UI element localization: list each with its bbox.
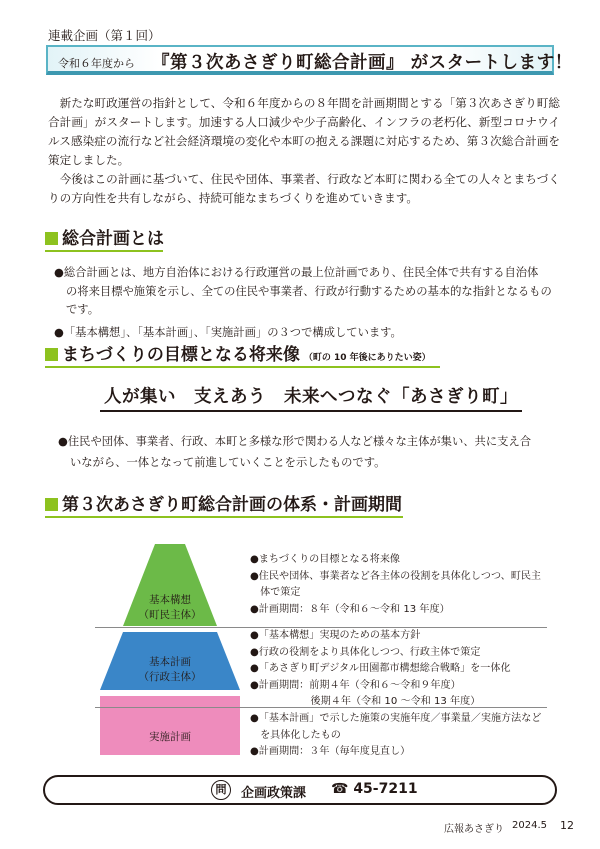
level-1-name: 基本構想	[149, 594, 191, 606]
section-underline	[45, 366, 440, 368]
footer-publication: 広報あさぎり	[444, 824, 504, 835]
inquiry-icon: 問	[211, 780, 231, 800]
overview-bullet-1-first: ●総合計画とは、地方自治体における行政運営の最上位計画であり、住民全体で共有する自治体	[54, 266, 539, 279]
level-1-sub: （町民主体）	[138, 609, 202, 621]
overview-bullets	[54, 264, 554, 342]
level-3-description	[250, 711, 541, 761]
level-2-label	[100, 655, 240, 685]
level-1-label	[118, 593, 222, 623]
title-prefix: 令和６年度から	[58, 57, 135, 70]
level-3-line: ●計画期間：３年（毎年度見直し）	[250, 746, 411, 757]
level-3-line: を具体化したもの	[250, 729, 341, 741]
vision-bullet-rest: いながら、一体となって前進していくことを示したものです。	[70, 456, 386, 469]
level-1-line: 体で策定	[250, 587, 301, 598]
overview-bullet-1	[54, 264, 554, 320]
contact-department: 企画政策課	[241, 786, 307, 801]
overview-bullet-2: ●「基本構想」、「基本計画」、「実施計画」の３つで構成しています。	[54, 325, 402, 339]
page-number: 12	[560, 819, 574, 832]
level-1-line: ●まちづくりの目標となる将来像	[250, 554, 401, 565]
pyramid-level-implementation-plan	[100, 696, 240, 755]
series-label: 連載企画（第１回）	[48, 28, 161, 43]
level-2-name: 基本計画	[149, 656, 191, 668]
contact-box	[43, 775, 557, 805]
level-2-sub: （行政主体）	[138, 671, 202, 683]
section-heading-overview	[45, 228, 164, 250]
level-1-description	[250, 552, 541, 618]
section-heading-structure-text: 第３次あさぎり町総合計画の体系・計画期間	[62, 495, 402, 515]
level-2-line: ●計画期間：前期４年（令和６～令和９年度）	[250, 679, 461, 691]
level-2-line: ●「基本構想」実現のための基本方針	[250, 630, 421, 641]
vision-note: （町の 10 年後にありたい姿）	[303, 353, 431, 363]
level-2-line: ●行政の役割をより具体化しつつ、行政主体で策定	[250, 646, 481, 658]
title-banner	[46, 45, 573, 75]
section-underline	[45, 516, 403, 518]
footer-issue: 2024.5	[512, 820, 547, 831]
green-square-icon	[45, 498, 58, 511]
level-3-label	[100, 730, 240, 745]
section-underline	[45, 250, 163, 252]
level-1-line: ●計画期間：８年（令和６～令和 13 年度）	[250, 603, 450, 615]
intro-paragraph-2: 今後はこの計画に基づいて、住民や団体、事業者、行政など本町に関わる全ての人々とまちづくりの方向性を共有しながら、持続可能なまちづくりを進めていきます。	[48, 172, 560, 205]
vision-statement: 人が集い 支えあう 未来へつなぐ「あさぎり町」	[100, 383, 522, 412]
green-square-icon	[45, 232, 58, 245]
section-heading-overview-text: 総合計画とは	[62, 229, 164, 249]
level-2-description	[250, 628, 511, 711]
vision-bullet	[58, 431, 558, 473]
section-heading-structure	[45, 494, 402, 516]
overview-bullet-1-rest: の将来目標や施策を示し、全ての住民や事業者、行政が行動するための基本的な指針となるものです。	[66, 284, 552, 316]
level-2-line: 後期４年（令和 10 ～令和 13 年度）	[250, 696, 481, 707]
level-3-name: 実施計画	[149, 731, 191, 743]
level-3-line: ●「基本計画」で示した施策の実施年度／事業量／実施方法など	[250, 713, 542, 724]
vision-bullet-first: ●住民や団体、事業者、行政、本町と多様な形で関わる人など様々な主体が集い、共に支え合	[58, 435, 532, 448]
page-title: 『第３次あさぎり町総合計画』 がスタートします！	[152, 53, 573, 73]
section-heading-vision-text: まちづくりの目標となる将来像	[62, 345, 300, 365]
level-1-line: ●住民や団体、事業者など各主体の役割を具体化しつつ、町民主	[250, 570, 542, 582]
contact-phone: ☎ 45-7211	[331, 781, 418, 797]
level-2-line: ●「あさぎり町デジタル田園都市構想総合戦略」を一体化	[250, 663, 511, 674]
green-square-icon	[45, 348, 58, 361]
intro-paragraph-1: 新たな町政運営の指針として、令和６年度からの８年間を計画期間とする「第３次あさぎり町総合計画」がスタートします。加速する人口減少や少子高齢化、インフラの老朽化、新型コロナウイルス感染症の流行など社会経済環境の変化や本町の抱える課題に対応するため、第３次総合計画を策定しました。	[48, 96, 560, 167]
